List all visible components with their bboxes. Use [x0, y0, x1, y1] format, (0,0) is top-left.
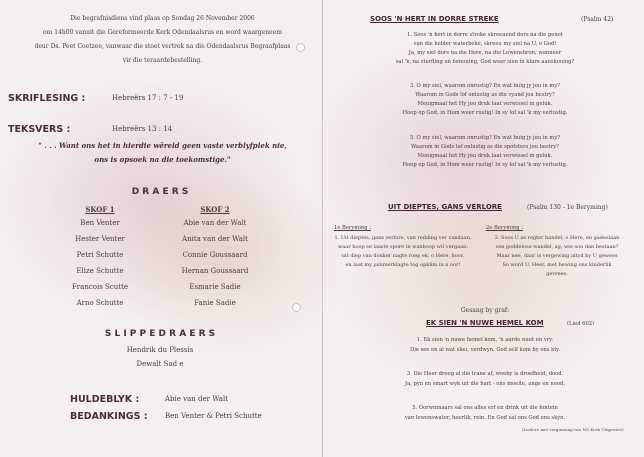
song-3-verse-line: Ja, pyn en smart wyk uit die hart - ons moeite, angs en nood.: [405, 381, 565, 387]
song-1-verse-line: Waarom in Gods lof onlustig as die spotsters jou bestry?: [411, 144, 559, 150]
draer-name: Hernan Goussaard: [181, 267, 249, 275]
beryming-2-line: 3. Soos U as regter handel, o Here, en gadeslaan: [494, 235, 620, 241]
gesang-by-graf-label: Gesang by graf:: [460, 307, 510, 314]
song-1-verse-line: Menigmaal het Hy jou druk laat verwissel in geluk.: [417, 101, 553, 107]
skriflesing-reference: Hebreërs 17 : 7 - 19: [112, 94, 184, 102]
copyright-footnote: (Liedere met vergunning van NG Kerk Uitgewers): [522, 427, 624, 432]
huldeblyk-value: Abie van der Walt: [165, 395, 229, 403]
intro-line: vir die teraardebestelling.: [122, 57, 203, 64]
teksvers-quote: ons is opsoek na die toekomstige.": [94, 155, 231, 164]
draer-name: Arno Schutte: [76, 299, 124, 307]
song-1-reference: (Psalm 42): [581, 16, 614, 23]
draer-name: Elize Schutte: [76, 267, 124, 275]
bedankings-label: BEDANKINGS :: [70, 411, 148, 422]
huldeblyk-label: HULDEBLYK :: [70, 394, 140, 405]
slippedraer-name: Dewalt Sad e: [136, 360, 184, 368]
song-1-verse-line: 5. O my siel, waarom onrustig? En wat buig jy jou in my?: [409, 135, 561, 141]
bedankings-value: Ben Venter & Petri Schutte: [165, 412, 262, 420]
song-3-verse-line: van lewenswater, heerlik, rein. En God sal ons God ons skyn.: [404, 415, 566, 421]
song-1-verse-line: Menigmaal het Hy jou druk laat verwissel in geluk.: [417, 153, 553, 159]
song-3-verse-line: Die see en al wat skei, verdwyn. God self kom by ons bly.: [410, 347, 560, 353]
draer-name: Ben Venter: [80, 219, 120, 227]
song-3-title: EK SIEN 'N NUWE HEMEL KOM: [426, 319, 544, 327]
slippedraer-name: Hendrik du Plessis: [126, 346, 194, 354]
song-1-verse-line: Hoop op God, in Hom weer rustig! In sy lof sal 'k my verlustig.: [402, 110, 568, 116]
song-1-verse-line: sal 'k, na sterfling en benouing, God weer sien in klare aanskouing?: [395, 59, 575, 65]
beryming-1-line: uit diep van donker nagte roep ek, o Here, hoor,: [341, 253, 465, 259]
punch-hole: [292, 303, 301, 312]
song-1-verse-line: van die helder waterbeke, skreeu my siel na U, o God!: [413, 41, 557, 47]
skriflesing-label: SKRIFLESING :: [8, 93, 86, 104]
song-1-title: SOOS 'N HERT IN DORRE STREKE: [370, 15, 499, 23]
song-1-verse-line: 1. Soos 'n hert in dorre streke skreeuend dors na die genot: [407, 32, 563, 38]
song-3-verse-line: 1. Ek sien 'n nuwe hemel kom, 'n aarde nuut en vry.: [416, 337, 554, 343]
draer-name: Francois Scutte: [71, 283, 129, 291]
slippedraers-heading: S L I P P E D R A E R S: [104, 329, 216, 339]
song-1-verse-line: Waarom in Gods lof onlustig as die vyand jou bestry?: [415, 92, 555, 98]
draer-name: Petri Schutte: [76, 251, 124, 259]
beryming-1-line: en laat my jammerklagte tog opklim in u oor!: [345, 262, 461, 268]
song-3-verse-line: 5. Oorwinnaars sal ons alles erf en drink uit die fontein: [412, 405, 558, 411]
beryming-1-line: waar hoop se laaste spore in wanhoop wil vergaan:: [338, 244, 468, 250]
draer-name: Hester Venter: [75, 235, 125, 243]
beryming-2-line: So word U, Heer, met bewing ons kinderlik: [502, 262, 612, 268]
song-3-reference: (Lied 602): [567, 321, 595, 327]
skof-2-heading: SKOF 2: [200, 205, 230, 214]
teksvers-label: TEKSVERS :: [8, 124, 71, 135]
draer-name: Abie van der Walt: [183, 219, 247, 227]
song-1-verse-line: 3. O my siel, waarom onrustig? En wat buig jy jou in my?: [409, 83, 561, 89]
draers-heading: D R A E R S: [131, 187, 189, 197]
draer-name: Esmarie Sadie: [189, 283, 241, 291]
song-2-reference: (Psalm 130 - 1e Beryming): [527, 204, 608, 211]
intro-line: Die begrafnisdiens vind plaas op Sondag 26 November 2006: [70, 15, 255, 22]
draer-name: Connie Goussaard: [182, 251, 248, 259]
draer-name: Anita van der Walt: [182, 235, 248, 243]
intro-line: om 14h00 vanuit die Gereformeerde Kerk Odendaalsrus en word waargeneem: [43, 29, 282, 36]
beryming-2-line: gevrees.: [546, 271, 568, 277]
beryming-2-line: Maar nee, daar is vergewing altyd by U gewees: [496, 253, 618, 259]
beryming-1-line: 1. Uit dieptes, gans verlore, van redding ver vandaan,: [334, 235, 472, 241]
skof-1-heading: SKOF 1: [85, 205, 115, 214]
teksvers-reference: Hebreërs 13 : 14: [112, 125, 173, 133]
song-1-verse-line: Hoop op God, in Hom weer rustig! In sy lof sal 'k my verlustig.: [402, 162, 568, 168]
beryming-1-heading: 1e Beryming :: [334, 225, 371, 231]
song-2-title: UIT DIEPTES, GANS VERLORE: [388, 203, 502, 211]
song-1-verse-line: Ja, my siel dors na die Here, na die Lewensbron; wanneer: [408, 50, 562, 56]
song-3-verse-line: 3. Die Heer droog al die trane af, weeby is droefheid, dood.: [406, 371, 564, 377]
intro-line: deur Ds. Peet Coetzee, vanwaar die stoet vertrek na die Odendaalsrus Begraafplaas: [34, 43, 291, 50]
page-fold-divider: [322, 0, 323, 457]
beryming-2-line: ons goddelose wandel, ag, wie sou dan bestaan?: [495, 244, 619, 250]
teksvers-quote: " . . . Want ons het in hierdie wêreld geen vaste verblyfplek nie,: [38, 141, 287, 150]
beryming-2-heading: 2e Beryming :: [486, 225, 523, 231]
draer-name: Fanie Sadie: [194, 299, 236, 307]
